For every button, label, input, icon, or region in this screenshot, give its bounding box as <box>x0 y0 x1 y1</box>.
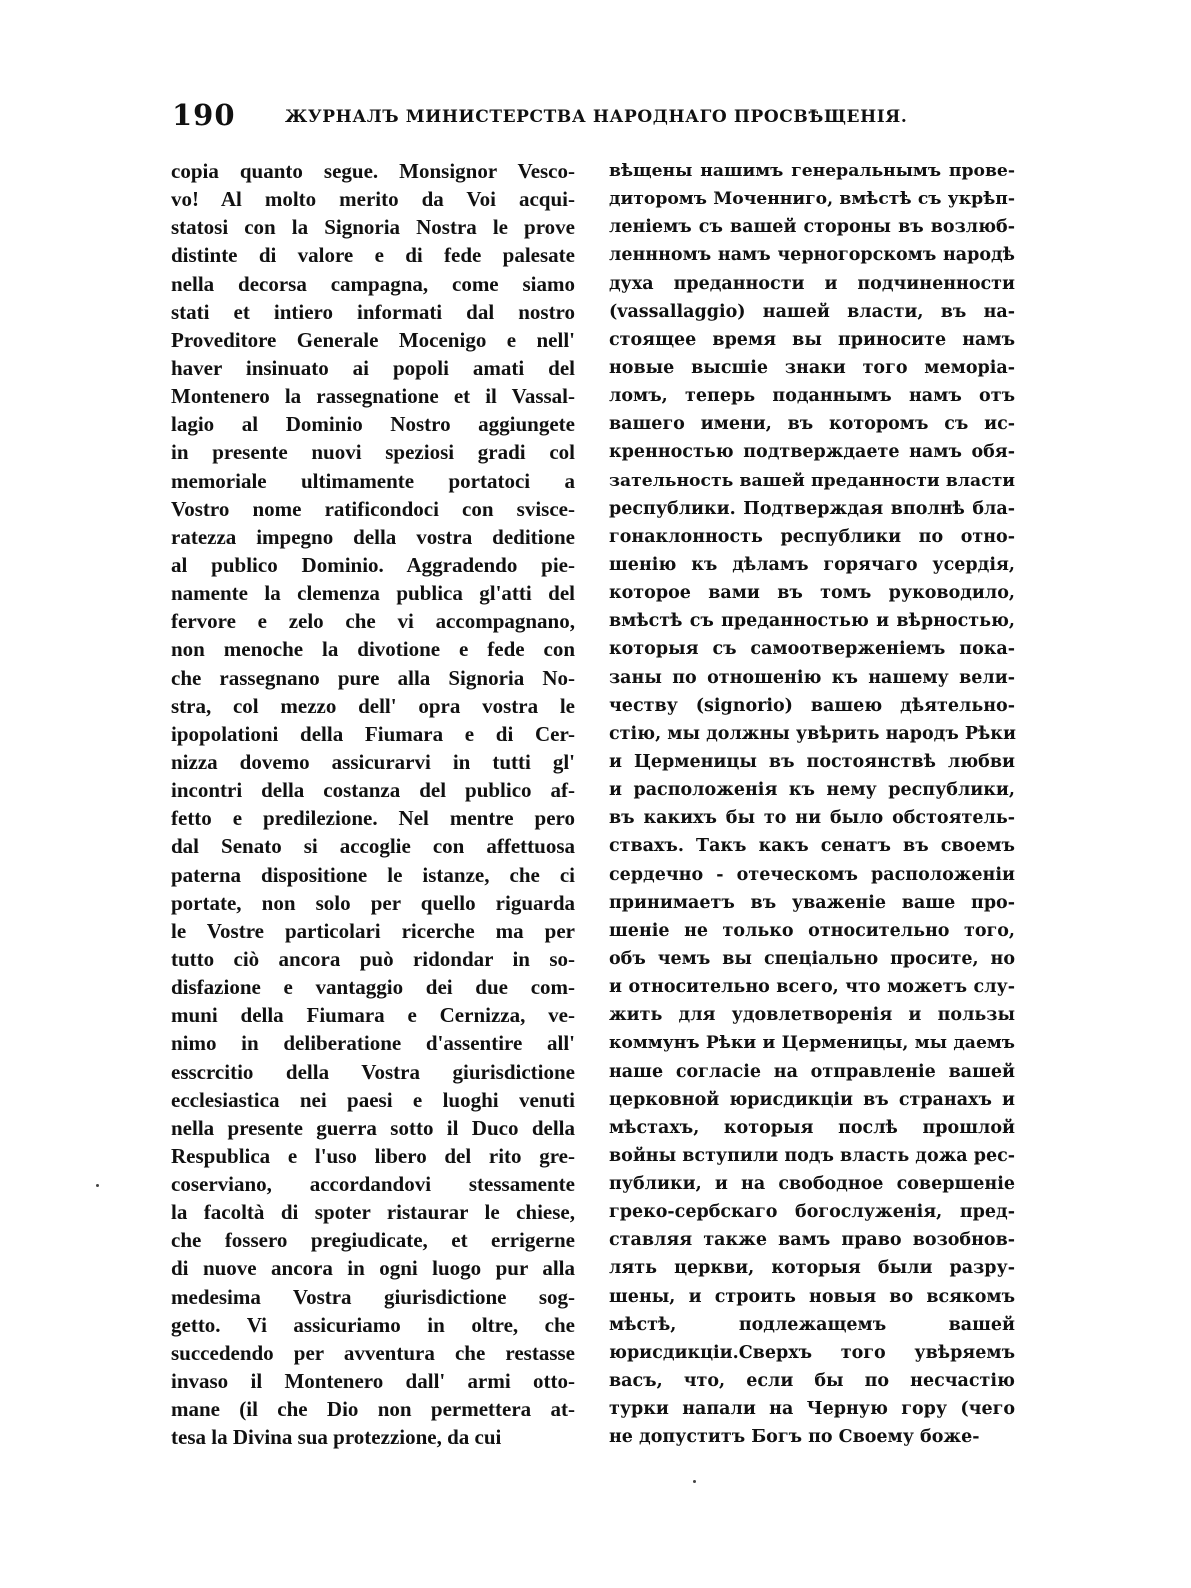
text-line: стоящее время вы приносите намъ <box>609 329 1015 350</box>
text-line: республики. Подтверждая вполнѣ бла- <box>609 498 1015 519</box>
text-line: succedendo per avventura che restasse <box>171 1340 575 1365</box>
text-line: non menoche la divotione e fede con <box>171 637 575 662</box>
text-line: memoriale ultimamente portatoci a <box>171 468 575 493</box>
text-line: не допуститъ Богъ по Своему боже- <box>609 1427 980 1448</box>
text-line: греко-сербскаго богослуженія, пред- <box>609 1202 1015 1223</box>
text-line: Vostro nome ratificondoci con svisce- <box>171 496 575 521</box>
text-line: гонаклонность республики по отно- <box>609 526 1015 547</box>
text-line: въ какихъ бы то ни было обстоятель- <box>609 808 1015 829</box>
text-line: ipopolationi della Fiumara e di Cer- <box>171 721 575 746</box>
page-number: 190 <box>172 98 236 132</box>
right-column-russian <box>609 157 1015 1451</box>
text-line: стію, мы должны увѣрить народъ Рѣки <box>609 723 1016 744</box>
text-line: войны вступили подъ власть дожа рес- <box>609 1145 1016 1166</box>
text-line: лять церкви, которыя были разру- <box>609 1258 1015 1279</box>
text-line: Montenero la rassegnatione et il Vassal- <box>171 384 575 409</box>
text-line: invaso il Montenero dall' armi otto- <box>171 1369 575 1394</box>
text-line: мѣстѣ, подлежащемъ вашей <box>609 1314 1015 1335</box>
text-line: portate, non solo per quello riguarda <box>171 890 575 915</box>
text-line: и Церменицы въ постоянствѣ любви <box>609 751 1015 772</box>
text-line: esscrcitio della Vostra giurisdictione <box>171 1059 575 1084</box>
text-line: шены, и строить новыя во всякомъ <box>609 1286 1015 1307</box>
text-line: di nuove ancora in ogni luogo pur alla <box>171 1256 575 1281</box>
text-line: новые высшіе знаки того меморіа- <box>609 357 1015 378</box>
text-line: мѣстахъ, которыя послѣ прошлой <box>609 1117 1015 1138</box>
text-line: coserviano, accordandovi stessamente <box>171 1172 575 1197</box>
text-line: и расположенія къ нему республики, <box>609 780 1015 801</box>
text-line: зательность вашей преданности власти <box>609 470 1015 491</box>
text-line: paterna dispositione le istanze, che ci <box>171 862 575 887</box>
text-line: которое вами въ томъ руководило, <box>609 583 1015 604</box>
text-line: al publico Dominio. Aggradendo pie- <box>171 552 575 577</box>
text-line: che rassegnano pure alla Signoria No- <box>171 665 575 690</box>
text-line: которыя съ самоотверженіемъ пока- <box>609 639 1015 660</box>
text-line: getto. Vi assicuriamo in oltre, che <box>171 1312 575 1337</box>
text-line: объ чемъ вы спеціально просите, но <box>609 948 1015 969</box>
text-line: наше согласіе на отправленіе вашей <box>609 1061 1015 1082</box>
text-line: copia quanto segue. Monsignor Vesco- <box>171 159 575 183</box>
text-line: le Vostre particolari ricerche ma per <box>171 918 575 943</box>
text-line: леннномъ намъ черногорскомъ народѣ <box>609 245 1015 266</box>
running-title: ЖУРНАЛЪ МИНИСТЕРСТВА НАРОДНАГО ПРОСВѢЩЕНІЯ. <box>285 107 908 127</box>
text-line: stra, col mezzo dell' opra vostra le <box>171 693 575 718</box>
text-line: fetto e predilezione. Nel mentre pero <box>171 806 575 831</box>
text-line: tesa la Divina sua protezzione, da cui <box>171 1425 502 1450</box>
text-line: коммунъ Рѣки и Церменицы, мы даемъ <box>609 1033 1015 1054</box>
text-line: ratezza impegno della vostra deditione <box>171 524 575 549</box>
text-line: fervore e zelo che vi accompagnano, <box>171 609 575 634</box>
page-header <box>172 98 1032 138</box>
text-line: che fossero pregiudicate, et errigerne <box>171 1228 575 1253</box>
text-line: statosi con la Signoria Nostra le prove <box>171 215 575 240</box>
text-line: haver insinuato ai popoli amati del <box>171 355 575 380</box>
text-line: ломъ, теперь поданнымъ намъ отъ <box>609 386 1015 407</box>
text-line: stati et intiero informati dal nostro <box>171 299 575 324</box>
text-line: mane (il che Dio non permettera at- <box>171 1397 575 1422</box>
text-line: вмѣстѣ съ преданностью и вѣрностью, <box>609 611 1015 632</box>
text-line: вѣщены нашимъ генеральнымъ прове- <box>609 161 1015 181</box>
text-line: incontri della costanza del publico af- <box>171 778 575 803</box>
text-line: tutto ciò ancora può ridondar in so- <box>171 946 575 971</box>
text-line: muni della Fiumara e Cernizza, ve- <box>171 1003 575 1028</box>
text-line: церковной юрисдикціи въ странахъ и <box>609 1089 1015 1110</box>
text-line: васъ, что, если бы по несчастію <box>609 1371 1015 1392</box>
text-line: dal Senato si accoglie con affettuosa <box>171 834 575 859</box>
text-line: in presente nuovi speziosi gradi col <box>171 440 575 465</box>
text-line: сердечно - отеческомъ расположеніи <box>609 864 1015 885</box>
text-line: и относительно всего, что можетъ слу- <box>609 977 1015 998</box>
text-line: (vassallaggio) нашей власти, въ на- <box>609 301 1015 322</box>
text-line: medesima Vostra giurisdictione sog- <box>171 1284 575 1309</box>
left-column-italian <box>171 157 575 1451</box>
text-line: юрисдикціи.Сверхъ того увѣряемъ <box>609 1342 1015 1363</box>
text-line: шеніе не только относительно того, <box>609 920 1015 941</box>
text-line: ствахъ. Такъ какъ сенатъ въ своемъ <box>609 836 1015 857</box>
text-line: турки напали на Черную гору (чего <box>609 1399 1015 1420</box>
text-line: жить для удовлетворенія и пользы <box>609 1005 1015 1026</box>
text-line: диторомъ Моченниго, вмѣстѣ съ укрѣп- <box>609 189 1015 210</box>
text-line: честву (signorio) вашею дѣятельно- <box>609 695 1015 716</box>
text-line: Proveditore Generale Mocenigo e nell' <box>171 327 575 352</box>
text-line: духа преданности и подчиненности <box>609 273 1015 294</box>
text-line: nella presente guerra sotto il Duco della <box>171 1115 575 1140</box>
text-line: vo! Al molto merito da Voi acqui- <box>171 187 575 212</box>
text-line: la facoltà di spoter ristaurar le chiese, <box>171 1200 575 1225</box>
text-line: кренностью подтверждаете намъ обя- <box>609 442 1015 463</box>
text-line: Respublica e l'uso libero del rito gre- <box>171 1143 575 1168</box>
text-line: публики, и на свободное совершеніе <box>609 1174 1015 1195</box>
text-line: disfazione e vantaggio dei due com- <box>171 975 575 1000</box>
text-line: шенію къ дѣламъ горячаго усердія, <box>609 554 1015 575</box>
text-line: вашего имени, въ которомъ съ ис- <box>609 414 1015 435</box>
scan-speck <box>693 1480 696 1483</box>
text-line: distinte di valore e di fede palesate <box>171 243 575 268</box>
text-line: nizza dovemo assicurarvi in tutti gl' <box>171 749 575 774</box>
text-line: заны по отношенію къ нашему вели- <box>609 667 1015 688</box>
scan-speck <box>96 1184 99 1187</box>
text-line: namente la clemenza publica gl'atti del <box>171 581 575 606</box>
text-line: леніемъ съ вашей стороны въ возлюб- <box>609 217 1015 238</box>
text-line: nella decorsa campagna, come siamo <box>171 271 575 296</box>
text-line: ставляя также вамъ право возобнов- <box>609 1230 1015 1251</box>
text-line: lagio al Dominio Nostro aggiungete <box>171 412 575 437</box>
text-line: ecclesiastica nei paesi e luoghi venuti <box>171 1087 575 1112</box>
text-line: принимаетъ въ уваженіе ваше про- <box>609 892 1015 913</box>
text-line: nimo in deliberatione d'assentire all' <box>171 1031 575 1056</box>
